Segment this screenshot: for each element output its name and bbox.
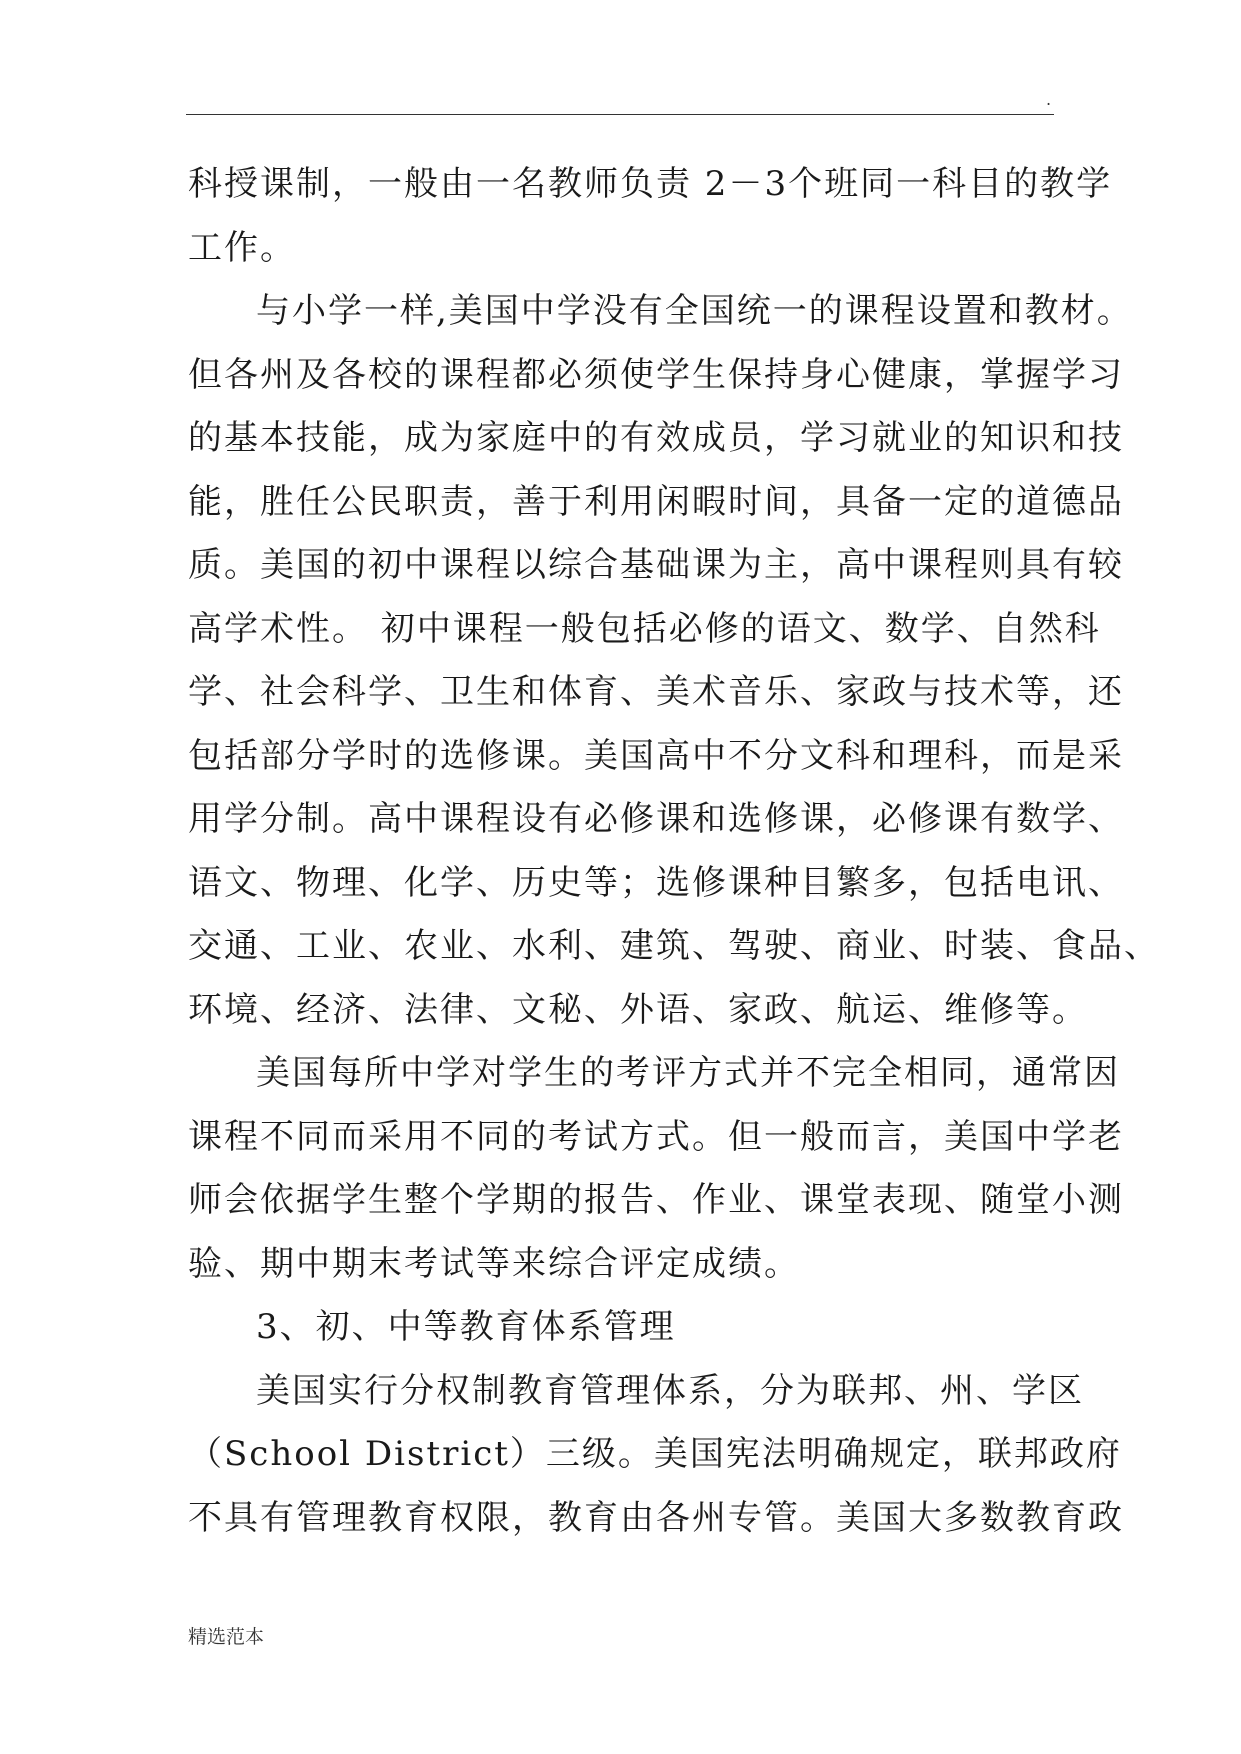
text-line: 验、期中期末考试等来综合评定成绩。 xyxy=(188,1243,800,1284)
text-line: 学、社会科学、卫生和体育、美术音乐、家政与技术等，还 xyxy=(188,672,1124,712)
text-line: （School District）三级。美国宪法明确规定，联邦政府 xyxy=(188,1434,1122,1474)
body-text xyxy=(188,153,1160,1550)
section-heading: 3、初、中等教育体系管理 xyxy=(256,1307,676,1347)
footer-label: 精选范本 xyxy=(188,1626,265,1648)
text-line: 包括部分学时的选修课。美国高中不分文科和理科，而是采 xyxy=(188,735,1124,776)
text-line: 的基本技能，成为家庭中的有效成员，学习就业的知识和技 xyxy=(188,418,1124,458)
text-line: 美国每所中学对学生的考评方式并不完全相同，通常因 xyxy=(256,1053,1120,1093)
text-line: 高学术性。 初中课程一般包括必修的语文、数学、自然科 xyxy=(188,608,1101,649)
text-line: 不具有管理教育权限，教育由各州专管。美国大多数教育政 xyxy=(188,1497,1124,1538)
text-line: 但各州及各校的课程都必须使学生保持身心健康，掌握学习 xyxy=(188,354,1124,395)
text-line: 环境、经济、法律、文秘、外语、家政、航运、维修等。 xyxy=(188,989,1088,1030)
text-line: 课程不同而采用不同的考试方式。但一般而言，美国中学老 xyxy=(188,1116,1124,1157)
text-line: 美国实行分权制教育管理体系，分为联邦、州、学区 xyxy=(256,1370,1084,1411)
text-line: 师会依据学生整个学期的报告、作业、课堂表现、随堂小测 xyxy=(188,1180,1124,1220)
text-line: 与小学一样,美国中学没有全国统一的课程设置和教材。 xyxy=(256,291,1133,331)
header-rule xyxy=(186,114,1054,115)
text-line: 科授课制，一般由一名教师负责 2－3个班同一科目的教学 xyxy=(188,164,1113,204)
text-line: 工作。 xyxy=(188,227,296,268)
text-line: 能，胜任公民职责，善于利用闲暇时间，具备一定的道德品 xyxy=(188,481,1124,522)
text-line: 交通、工业、农业、水利、建筑、驾驶、商业、时装、食品、 xyxy=(188,926,1160,966)
header-mark: . xyxy=(1046,90,1052,109)
text-line: 语文、物理、化学、历史等；选修课种目繁多，包括电讯、 xyxy=(188,862,1124,903)
text-line: 质。美国的初中课程以综合基础课为主，高中课程则具有较 xyxy=(188,545,1124,585)
text-line: 用学分制。高中课程设有必修课和选修课，必修课有数学、 xyxy=(188,799,1124,839)
